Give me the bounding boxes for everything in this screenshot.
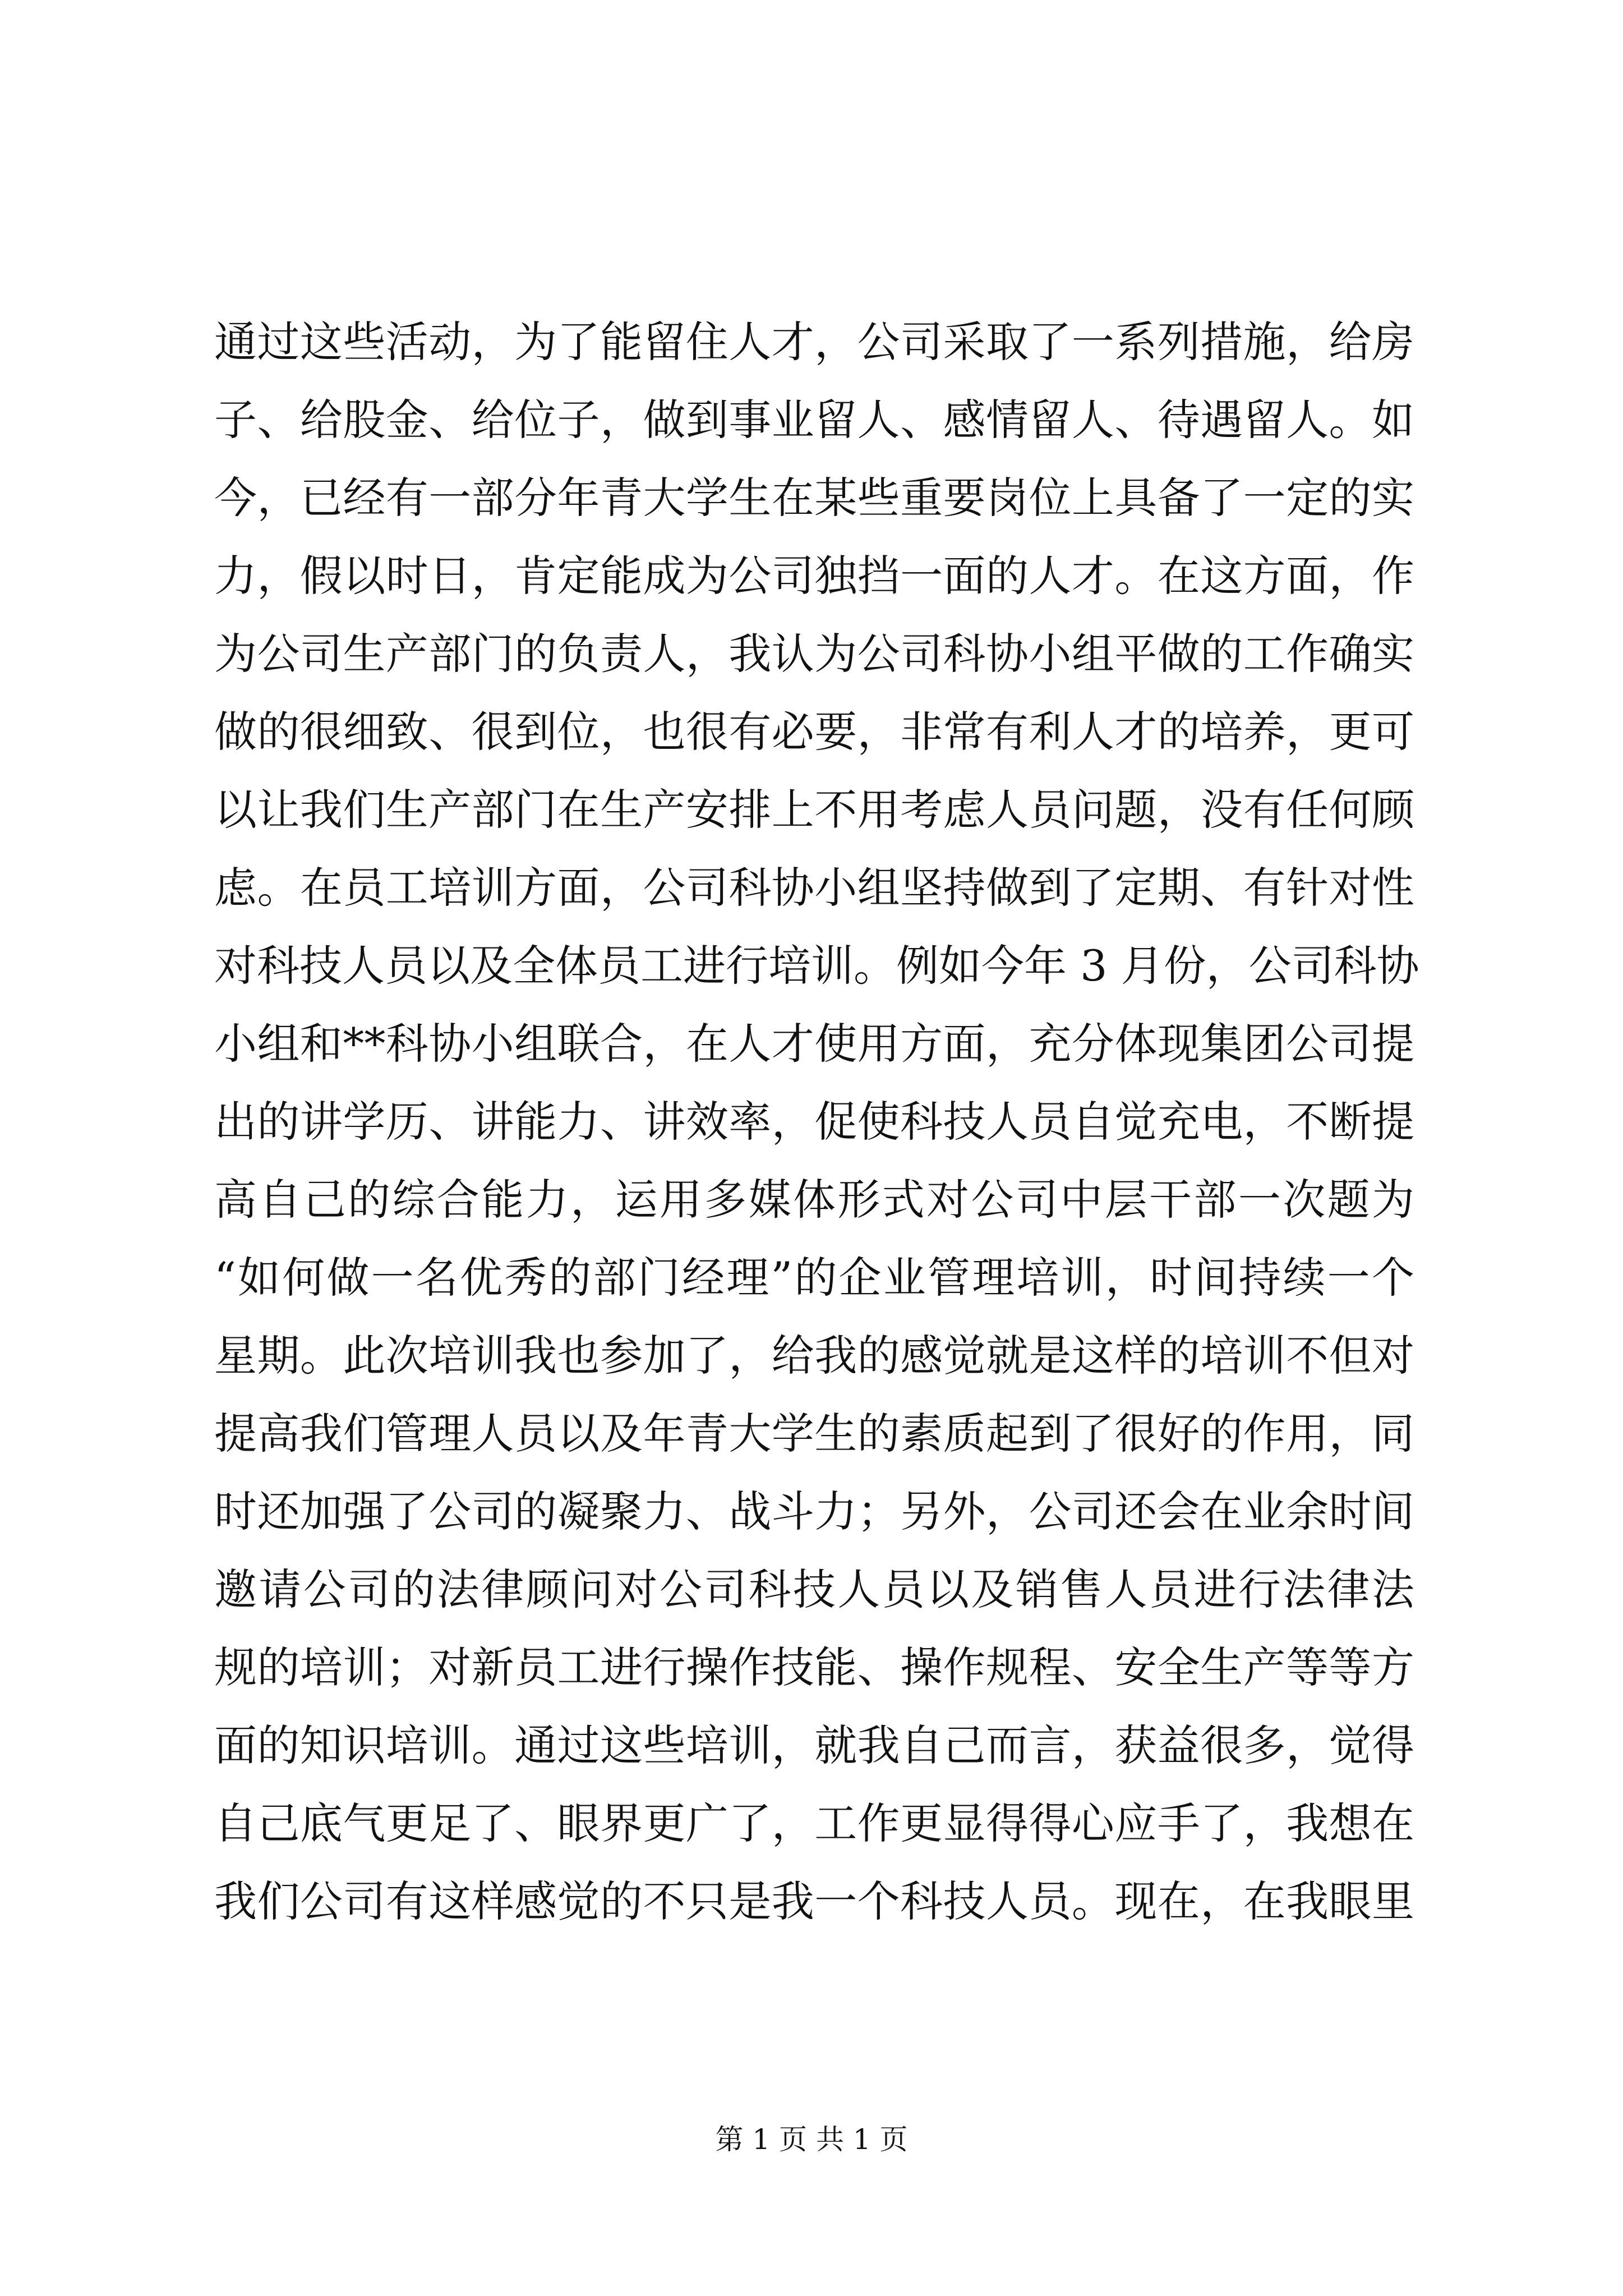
text-line: 高自己的综合能力，运用多媒体形式对公司中层干部一次题为: [214, 1175, 1414, 1225]
text-line: 做的很细致、很到位，也很有必要，非常有利人才的培养，更可: [214, 707, 1414, 757]
text-line: 今，已经有一部分年青大学生在某些重要岗位上具备了一定的实: [214, 473, 1414, 523]
text-line: 时还加强了公司的凝聚力、战斗力；另外，公司还会在业余时间: [214, 1487, 1414, 1536]
text-line: 规的培训；对新员工进行操作技能、操作规程、安全生产等等方: [214, 1642, 1414, 1692]
text-line: 出的讲学历、讲能力、讲效率，促使科技人员自觉充电，不断提: [214, 1097, 1414, 1147]
text-line: 自己底气更足了、眼界更广了，工作更显得得心应手了，我想在: [214, 1798, 1414, 1848]
text-line: “如何做一名优秀的部门经理”的企业管理培训，时间持续一个: [214, 1253, 1414, 1303]
text-line: 星期。此次培训我也参加了，给我的感觉就是这样的培训不但对: [214, 1331, 1414, 1381]
text-line: 提高我们管理人员以及年青大学生的素质起到了很好的作用，同: [214, 1409, 1414, 1458]
body-paragraph: [214, 303, 1419, 1940]
text-line: 邀请公司的法律顾问对公司科技人员以及销售人员进行法律法: [214, 1565, 1414, 1614]
text-line: 小组和**科协小组联合，在人才使用方面，充分体现集团公司提: [214, 1019, 1414, 1069]
text-line: 虑。在员工培训方面，公司科协小组坚持做到了定期、有针对性: [214, 863, 1414, 913]
page-number-footer: 第 1 页 共 1 页: [715, 2123, 908, 2156]
text-line: 通过这些活动，为了能留住人才，公司采取了一系列措施，给房: [214, 317, 1414, 367]
text-line: 为公司生产部门的负责人，我认为公司科协小组平做的工作确实: [214, 629, 1414, 679]
text-line: 面的知识培训。通过这些培训，就我自己而言，获益很多，觉得: [214, 1720, 1414, 1770]
text-line: 以让我们生产部门在生产安排上不用考虑人员问题，没有任何顾: [214, 785, 1414, 835]
text-line: 子、给股金、给位子，做到事业留人、感情留人、待遇留人。如: [214, 395, 1414, 445]
text-line: 我们公司有这样感觉的不只是我一个科技人员。现在，在我眼里: [214, 1876, 1414, 1926]
text-line: 力，假以时日，肯定能成为公司独挡一面的人才。在这方面，作: [214, 551, 1414, 601]
text-line: 对科技人员以及全体员工进行培训。例如今年 3 月份，公司科协: [214, 941, 1419, 991]
